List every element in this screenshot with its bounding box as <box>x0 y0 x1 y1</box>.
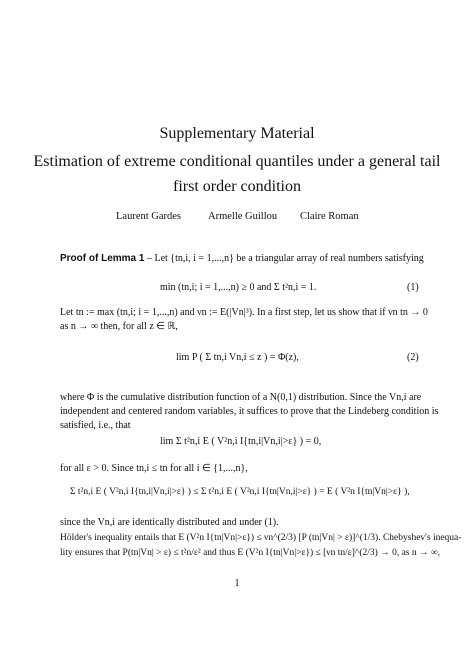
paper-title-line-1: Estimation of extreme conditional quantiles under a general tail <box>33 153 441 170</box>
equation-2: lim P ( Σ tn,i Vn,i ≤ z ) = Φ(z), <box>176 352 299 363</box>
proof-label: Proof of Lemma 1 <box>60 253 145 264</box>
equation-inequality-chain: Σ t²n,i E ( V²n,i I{tn,i|Vn,i|>ε} ) ≤ Σ t²n,i E ( V²n,i I{tn|Vn,i|>ε} ) = E ( V²n I{tn|Vn|>ε} ), <box>70 487 410 497</box>
equation-number-2: (2) <box>407 352 419 363</box>
paragraph-line: lity ensures that P(tn|Vn| > ε) ≤ t²n/ε² and thus E (V²n I{tn|Vn|>ε}) ≤ [νn tn/ε]^(2/3) → 0, as n → ∞, <box>60 548 441 558</box>
proof-paragraph-1 <box>60 252 424 265</box>
paper-title-line-2: first order condition <box>173 178 301 195</box>
equation-number-1: (1) <box>407 282 419 293</box>
paragraph-line: independent and centered random variables, it suffices to prove that the Lindeberg condition is <box>60 406 439 417</box>
author-name: Laurent Gardes <box>116 211 182 222</box>
paragraph-line: as n → ∞ then, for all z ∈ ℝ, <box>60 321 178 332</box>
author-name: Armelle Guillou <box>208 211 278 222</box>
document-title: Supplementary Material <box>159 125 315 142</box>
paragraph-line: Hölder's inequality entails that E (V²n I{tn|Vn|>ε}) ≤ νn^(2/3) [P (tn|Vn| > ε)]^(1/3). Chebyshev's inequa- <box>60 533 462 543</box>
paragraph-line: since the Vn,i are identically distributed and under (1). <box>60 517 279 528</box>
proof-intro-text: – Let {tn,i, i = 1,...,n} be a triangular array of real numbers satisfying <box>146 253 424 264</box>
paragraph-line: where Φ is the cumulative distribution function of a N(0,1) distribution. Since the Vn,i are <box>60 392 422 403</box>
page-number: 1 <box>234 578 240 589</box>
paragraph-line: Let tn := max (tn,i; i = 1,...,n) and νn := E(|Vn|³). In a first step, let us show that if νn tn → 0 <box>60 307 428 318</box>
equation-lindeberg: lim Σ t²n,i E ( V²n,i I{tn,i|Vn,i|>ε} ) = 0, <box>160 436 322 447</box>
author-name: Claire Roman <box>300 211 359 222</box>
paragraph-line: for all ε > 0. Since tn,i ≤ tn for all i ∈ {1,...,n}, <box>60 463 248 474</box>
paragraph-line: satisfied, i.e., that <box>60 420 131 431</box>
equation-1: min (tn,i; i = 1,...,n) ≥ 0 and Σ t²n,i = 1. <box>160 282 317 293</box>
